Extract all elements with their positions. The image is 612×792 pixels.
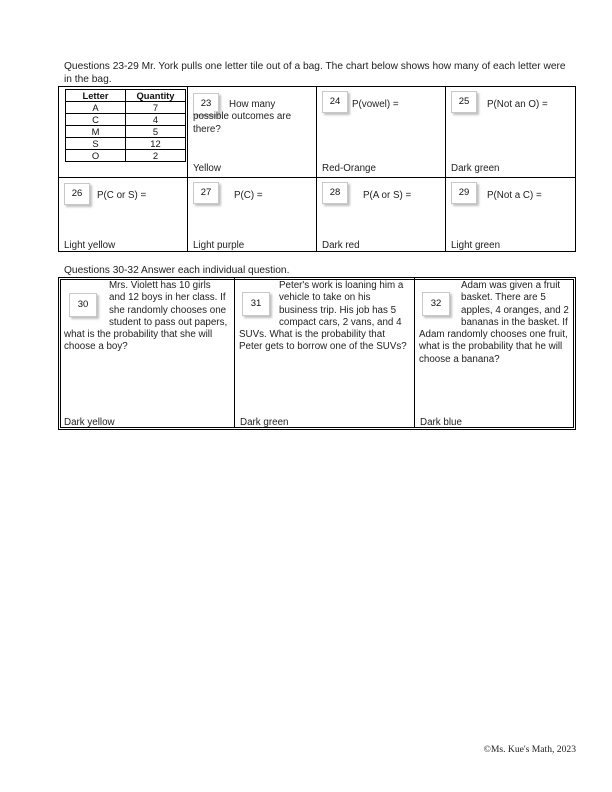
answer-color: Dark red: [322, 240, 360, 251]
table-cell: 7: [126, 102, 186, 114]
question-cell-24[interactable]: [317, 87, 446, 178]
answer-color: Red-Orange: [322, 163, 376, 174]
intro-text-2: Questions 30-32 Answer each individual question.: [64, 265, 290, 276]
question-cell-28[interactable]: [317, 178, 446, 251]
question-cell-25[interactable]: [446, 87, 575, 178]
question-number: 28: [322, 182, 348, 204]
answer-color: Dark green: [451, 163, 500, 174]
table-cell: 5: [126, 126, 186, 138]
table-cell: A: [66, 102, 126, 114]
question-cell-23[interactable]: [188, 87, 317, 178]
question-text: P(A or S) =: [363, 190, 412, 201]
letter-table-cell: [59, 87, 188, 178]
answer-color: Yellow: [193, 163, 221, 174]
table-row: [66, 114, 186, 126]
table-row: [66, 150, 186, 162]
answer-color: Dark blue: [420, 417, 462, 428]
question-text: P(vowel) =: [352, 99, 399, 110]
answer-color: Dark green: [240, 417, 289, 428]
question-text-span: Adam was given a fruit basket. There are 5 apples, 4 oranges, and 2 bananas in the basket. If Adam randomly chooses one fruit, what is the probability that he will choose a banana?: [419, 280, 569, 365]
table-cell: O: [66, 150, 126, 162]
table-cell: M: [66, 126, 126, 138]
question-cell-31[interactable]: [235, 278, 415, 428]
answer-color: Light green: [451, 240, 501, 251]
table-cell: 4: [126, 114, 186, 126]
copyright-footer: ©Ms. Kue's Math, 2023: [483, 744, 576, 755]
question-cell-32[interactable]: [415, 278, 575, 428]
table-row: [66, 138, 186, 150]
answer-color: Light yellow: [64, 240, 116, 251]
table-cell: 12: [126, 138, 186, 150]
question-number: 30: [69, 293, 97, 317]
table-row: [66, 102, 186, 114]
question-number: 26: [64, 183, 90, 205]
question-cell-26[interactable]: [59, 178, 188, 251]
question-number: 24: [322, 91, 348, 113]
question-text: [64, 280, 229, 354]
question-number: 32: [422, 292, 450, 316]
answer-color: Light purple: [193, 240, 245, 251]
question-cell-27[interactable]: [188, 178, 317, 251]
question-text-span: Mrs. Violett has 10 girls and 12 boys in her class. If she randomly chooses one student to pass out papers, what is the probability that she will choose a boy?: [64, 280, 228, 353]
question-text: P(C or S) =: [97, 190, 147, 201]
question-grid-1: [58, 86, 576, 252]
table-cell: C: [66, 114, 126, 126]
intro-text-1: Questions 23-29 Mr. York pulls one letter tile out of a bag. The chart below shows how many of each letter were in the bag.: [64, 61, 566, 85]
question-number: 27: [193, 182, 219, 204]
question-text: P(C) =: [234, 190, 263, 201]
table-cell: S: [66, 138, 126, 150]
question-number: 29: [451, 182, 477, 204]
table-cell: 2: [126, 150, 186, 162]
question-grid-2: [58, 277, 576, 430]
question-text: How many possible outcomes are there?: [193, 99, 292, 135]
question-number: 31: [242, 292, 270, 316]
question-number: 23: [193, 93, 219, 115]
question-number: 25: [451, 91, 477, 113]
question-text: [419, 280, 571, 366]
question-cell-30[interactable]: [59, 278, 235, 428]
question-text-span: Peter's work is loaning him a vehicle to take on his business trip. His job has 5 compact cars, 2 vans, and 4 SUVs. What is the probability that Peter gets to borrow one of the SUVs?: [239, 280, 407, 353]
table-row: [66, 126, 186, 138]
answer-color: Dark yellow: [64, 417, 115, 428]
question-cell-29[interactable]: [446, 178, 575, 251]
table-header-quantity: Quantity: [126, 90, 186, 102]
letter-quantity-table: [65, 89, 186, 162]
question-text: P(Not an O) =: [487, 99, 548, 110]
table-header-letter: Letter: [66, 90, 126, 102]
question-text: [239, 280, 409, 354]
question-text: P(Not a C) =: [487, 190, 542, 201]
